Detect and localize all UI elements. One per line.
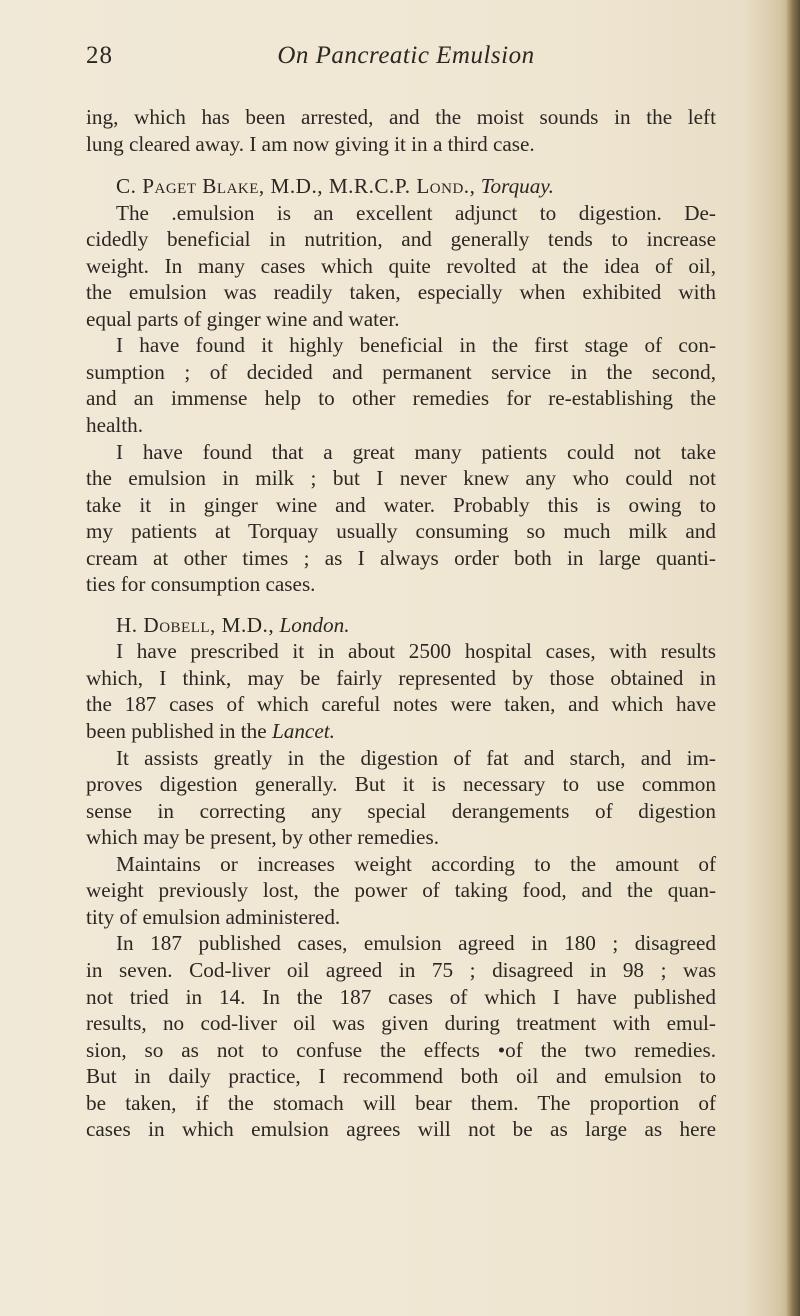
text-line: lung cleared away. I am now giving it in a third case. [86, 131, 535, 156]
text-line: ing, which has been arrested, and the moist sounds in the left [86, 105, 716, 129]
page-number: 28 [86, 42, 113, 69]
text-line: my patients at Torquay usually consuming so much milk and [86, 519, 716, 544]
text-line [86, 718, 716, 745]
running-title: On Pancreatic Emulsion [277, 42, 535, 69]
text-fragment: been published in the [86, 719, 267, 744]
text-line: But in daily practice, I recommend both oil and emulsion to [86, 1064, 716, 1089]
text-line: not tried in 14. In the 187 cases of which I have published [86, 984, 716, 1009]
journal-title: Lancet. [271, 719, 335, 744]
text-line: the emulsion was readily taken, especially when exhibited with [86, 280, 716, 305]
text-line: ties for consumption cases. [86, 572, 316, 597]
text-line: be taken, if the stomach will bear them. The proportion of [86, 1090, 716, 1115]
text-line: in seven. Cod-liver oil agreed in 75 ; disagreed in 98 ; was [86, 957, 716, 982]
text-line: weight. In many cases which quite revolted at the idea of oil, [86, 253, 716, 278]
text-line: take it in ginger wine and water. Probably this is owing to [86, 492, 716, 517]
text-line: which, I think, may be fairly represented by those obtained in [86, 665, 716, 690]
text-line: sumption ; of decided and permanent service in the second, [86, 359, 716, 384]
text-line: weight previously lost, the power of taking food, and the quan- [86, 878, 716, 903]
text-line: health. [86, 413, 144, 438]
page-edge [786, 0, 800, 1316]
text-line: the emulsion in milk ; but I never knew any who could not [86, 466, 716, 491]
text-line: equal parts of ginger wine and water. [86, 306, 400, 331]
text-line: cidedly beneficial in nutrition, and generally tends to increase [86, 227, 716, 252]
text-line: It assists greatly in the digestion of fat and starch, and im- [116, 745, 716, 770]
section-heading-dobell [86, 612, 716, 639]
author-name: C. Paget Blake, M.D., M.R.C.P. Lond., [116, 174, 476, 199]
author-name: H. Dobell, M.D., [116, 612, 275, 637]
page-body [86, 104, 716, 1143]
text-line: Maintains or increases weight according to the amount of [116, 851, 716, 876]
text-line: sion, so as not to confuse the effects •of the two remedies. [86, 1037, 716, 1062]
page-header [86, 42, 726, 78]
text-line: and an immense help to other remedies for re-establishing the [86, 386, 716, 411]
text-line: sense in correcting any special derangements of digestion [86, 798, 716, 823]
text-line: cases in which emulsion agrees will not be as large as here [86, 1117, 716, 1142]
text-line: I have found it highly beneficial in the first stage of con- [116, 333, 716, 358]
text-line: The .emulsion is an excellent adjunct to digestion. De- [116, 200, 716, 225]
text-line: results, no cod-liver oil was given during treatment with emul- [86, 1011, 716, 1036]
text-line: proves digestion generally. But it is necessary to use common [86, 772, 716, 797]
author-place: London. [279, 612, 350, 637]
text-line: I have found that a great many patients could not take [116, 439, 716, 464]
text-line: I have prescribed it in about 2500 hospital cases, with results [116, 639, 716, 664]
text-line: the 187 cases of which careful notes were taken, and which have [86, 692, 716, 717]
section-heading-blake [86, 173, 716, 200]
author-place: Torquay. [480, 174, 554, 199]
text-line: cream at other times ; as I always order both in large quanti- [86, 545, 716, 570]
text-line: tity of emulsion administered. [86, 904, 341, 929]
text-line: In 187 published cases, emulsion agreed in 180 ; disagreed [116, 931, 716, 956]
text-line: which may be present, by other remedies. [86, 825, 440, 850]
